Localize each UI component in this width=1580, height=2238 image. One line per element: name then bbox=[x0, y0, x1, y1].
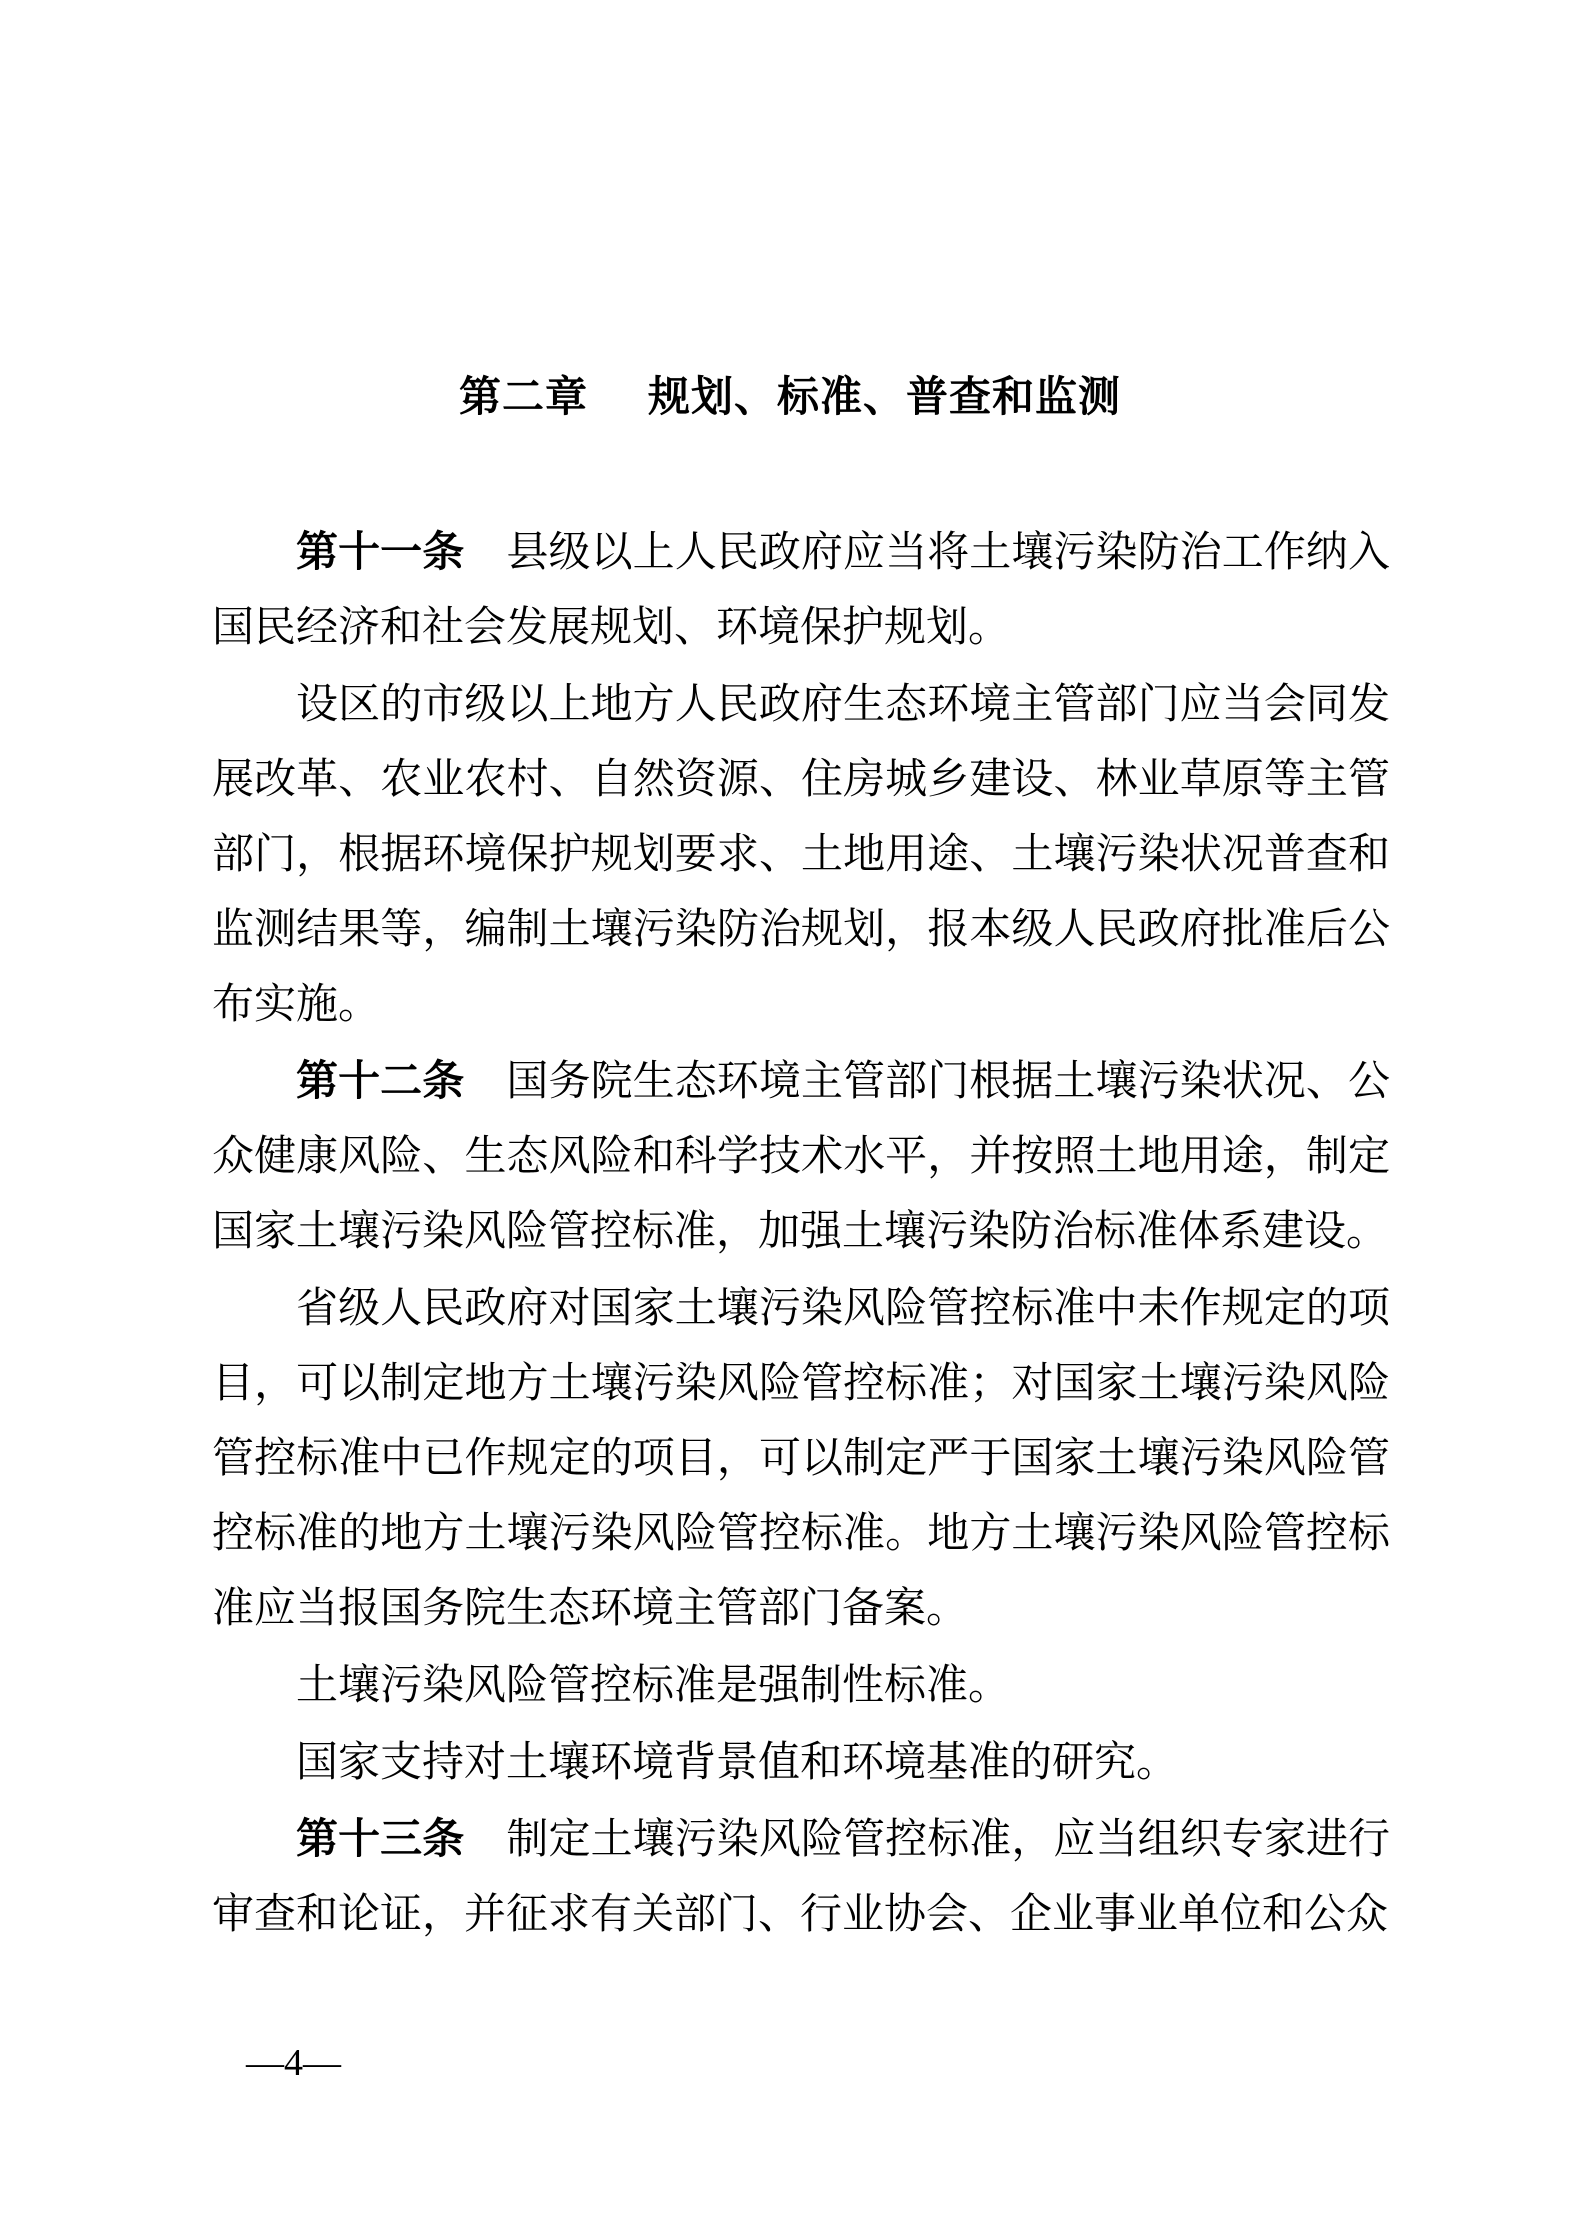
article-paragraph bbox=[212, 1801, 1390, 1953]
chapter-number: 第二章 bbox=[458, 373, 588, 420]
article-text: 制定土壤污染风险管控标准，应当组织专家进行审查和论证，并征求有关部门、行业协会、企业事业单位和公众 bbox=[212, 1817, 1390, 1938]
article-number: 第十二条 bbox=[296, 1057, 465, 1104]
article-body bbox=[212, 514, 1390, 1953]
article-text: 省级人民政府对国家土壤污染风险管控标准中未作规定的项目，可以制定地方土壤污染风险管控标准；对国家土壤污染风险管控标准中已作规定的项目，可以制定严于国家土壤污染风险管控标准的地方土壤污染风险管控标准。地方土壤污染风险管控标准应当报国务院生态环境主管部门备案。 bbox=[212, 1286, 1390, 1632]
article-number: 第十三条 bbox=[296, 1815, 465, 1862]
article-paragraph bbox=[212, 666, 1390, 1043]
article-paragraph bbox=[212, 1043, 1390, 1270]
article-text: 县级以上人民政府应当将土壤污染防治工作纳入国民经济和社会发展规划、环境保护规划。 bbox=[212, 530, 1390, 651]
chapter-name: 规划、标准、普查和监测 bbox=[648, 373, 1122, 420]
article-paragraph bbox=[212, 1270, 1390, 1647]
article-paragraph bbox=[212, 1647, 1390, 1724]
article-paragraph bbox=[212, 514, 1390, 666]
article-text: 国家支持对土壤环境背景值和环境基准的研究。 bbox=[296, 1740, 1179, 1786]
article-number: 第十一条 bbox=[296, 528, 465, 575]
article-text: 国务院生态环境主管部门根据土壤污染状况、公众健康风险、生态风险和科学技术水平，并按照土地用途，制定国家土壤污染风险管控标准，加强土壤污染防治标准体系建设。 bbox=[212, 1059, 1390, 1255]
article-text: 土壤污染风险管控标准是强制性标准。 bbox=[296, 1663, 1011, 1709]
chapter-heading bbox=[0, 374, 1580, 420]
article-paragraph bbox=[212, 1724, 1390, 1801]
article-text: 设区的市级以上地方人民政府生态环境主管部门应当会同发展改革、农业农村、自然资源、住房城乡建设、林业草原等主管部门，根据环境保护规划要求、土地用途、土壤污染状况普查和监测结果等，编制土壤污染防治规划，报本级人民政府批准后公布实施。 bbox=[212, 682, 1390, 1028]
page-number: —4— bbox=[246, 2042, 341, 2084]
